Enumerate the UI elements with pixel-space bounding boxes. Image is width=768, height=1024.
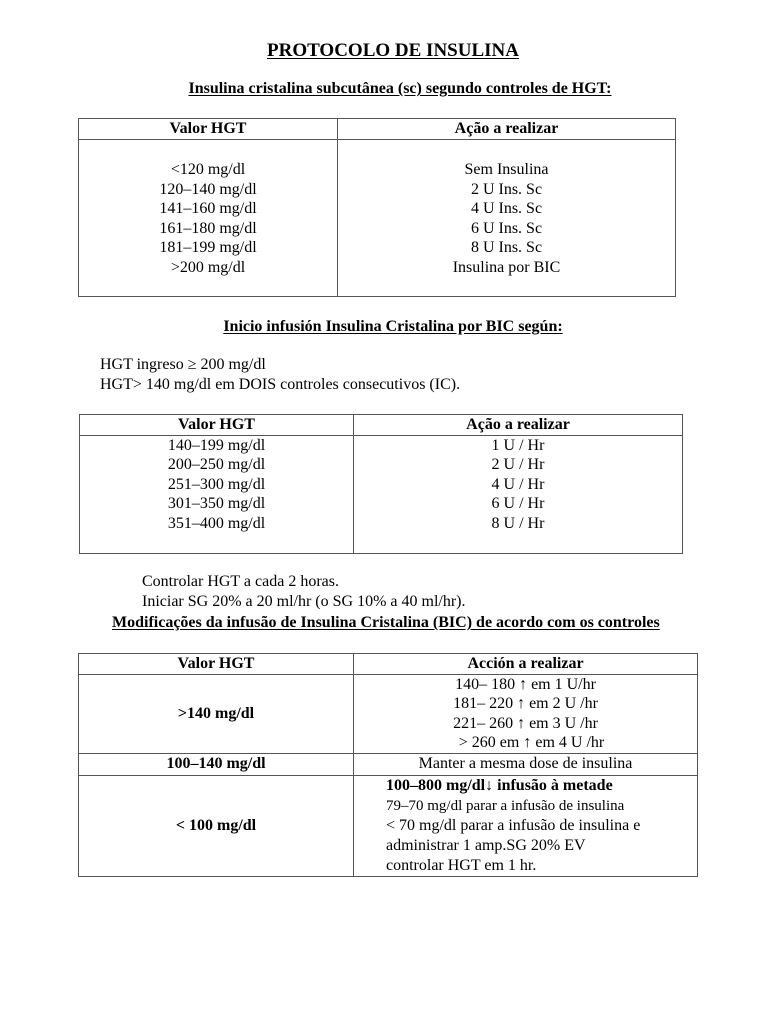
bic-table-actions <box>354 435 683 553</box>
adjust-row2-value: 100–140 mg/dl <box>79 753 354 775</box>
adjust-table-header-action: Acción a realizar <box>354 654 698 675</box>
sc-value: 181–199 mg/dl <box>159 239 257 256</box>
sc-action: Insulina por BIC <box>452 258 561 276</box>
adjust-step: 181– 220 ↑ em 2 U /hr <box>453 695 598 712</box>
sc-table-values <box>79 140 338 297</box>
section3-heading: Modificações da infusão de Insulina Cristalina (BIC) de acordo com os controles <box>112 614 660 631</box>
bic-action: 8 U / Hr <box>491 514 545 532</box>
bic-value: 301–350 mg/dl <box>167 495 266 512</box>
bic-value: 200–250 mg/dl <box>167 456 266 473</box>
note-text: Controlar HGT a cada 2 horas. <box>142 573 339 590</box>
adjust-row3-text: 79–70 mg/dl parar a infusão de insulina <box>386 797 625 814</box>
adjust-step: 140– 180 ↑ em 1 U/hr <box>455 675 596 693</box>
sc-action: 4 U Ins. Sc <box>470 200 543 217</box>
adjust-row3-text: 100–800 mg/dl↓ infusão à metade <box>386 776 613 794</box>
adjust-row3-item <box>364 776 697 796</box>
sc-action: Sem Insulina <box>464 161 549 178</box>
adjust-row3-text: < 70 mg/dl parar a infusão de insulina e <box>386 816 641 834</box>
bic-action: 2 U / Hr <box>491 456 545 473</box>
sc-table-actions <box>338 140 676 297</box>
bic-criterion: HGT ingreso ≥ 200 mg/dl <box>100 356 266 373</box>
bic-action: 6 U / Hr <box>491 495 545 512</box>
adjust-step: > 260 em ↑ em 4 U /hr <box>458 734 605 751</box>
sc-table-header-value: Valor HGT <box>79 119 338 140</box>
bic-action: 4 U / Hr <box>491 475 545 493</box>
bic-value: 351–400 mg/dl <box>167 514 266 532</box>
sc-value: 120–140 mg/dl <box>159 180 257 198</box>
notes-list <box>120 572 466 611</box>
sc-value: 161–180 mg/dl <box>159 219 257 237</box>
note-item <box>120 592 466 612</box>
bic-action: 1 U / Hr <box>491 436 545 454</box>
adjust-row2-action: Manter a mesma dose de insulina <box>354 753 698 775</box>
sc-action: 2 U Ins. Sc <box>470 180 543 198</box>
bic-table-header-action: Ação a realizar <box>354 415 683 436</box>
sc-value: 141–160 mg/dl <box>159 200 257 217</box>
bic-start-table <box>79 414 683 554</box>
adjust-row1-value: >140 mg/dl <box>79 674 354 753</box>
sc-action: 6 U Ins. Sc <box>470 219 543 237</box>
bic-adjust-table <box>78 653 698 877</box>
document-title: PROTOCOLO DE INSULINA <box>267 40 519 61</box>
adjust-row3-item <box>364 816 697 836</box>
adjust-row3-actions <box>354 775 698 876</box>
section2-heading: Inicio infusión Insulina Cristalina por BIC según: <box>223 318 563 335</box>
adjust-step: 221– 260 ↑ em 3 U /hr <box>453 714 598 732</box>
note-item <box>120 572 466 592</box>
bic-table-values <box>80 435 354 553</box>
bic-criterion: HGT> 140 mg/dl em DOIS controles consecutivos (IC). <box>100 375 461 393</box>
adjust-row1-actions <box>354 674 698 753</box>
sc-table-header-action: Ação a realizar <box>338 119 676 140</box>
adjust-table-header-value: Valor HGT <box>79 654 354 675</box>
adjust-row3-text: controlar HGT em 1 hr. <box>386 856 537 874</box>
sc-insulin-table <box>78 118 676 297</box>
note-text: Iniciar SG 20% a 20 ml/hr (o SG 10% a 40 ml/hr). <box>142 592 466 610</box>
bic-criteria <box>100 355 460 394</box>
sc-value: >200 mg/dl <box>170 258 246 276</box>
sc-value: <120 mg/dl <box>170 161 246 178</box>
sc-action: 8 U Ins. Sc <box>470 239 543 256</box>
bic-value: 251–300 mg/dl <box>167 475 266 493</box>
adjust-row3-text: administrar 1 amp.SG 20% EV <box>386 836 586 854</box>
bic-value: 140–199 mg/dl <box>167 436 266 454</box>
bic-table-header-value: Valor HGT <box>80 415 354 436</box>
adjust-row3-item <box>364 796 697 816</box>
section1-heading: Insulina cristalina subcutânea (sc) segundo controles de HGT: <box>188 80 612 97</box>
adjust-row3-value: < 100 mg/dl <box>79 775 354 876</box>
